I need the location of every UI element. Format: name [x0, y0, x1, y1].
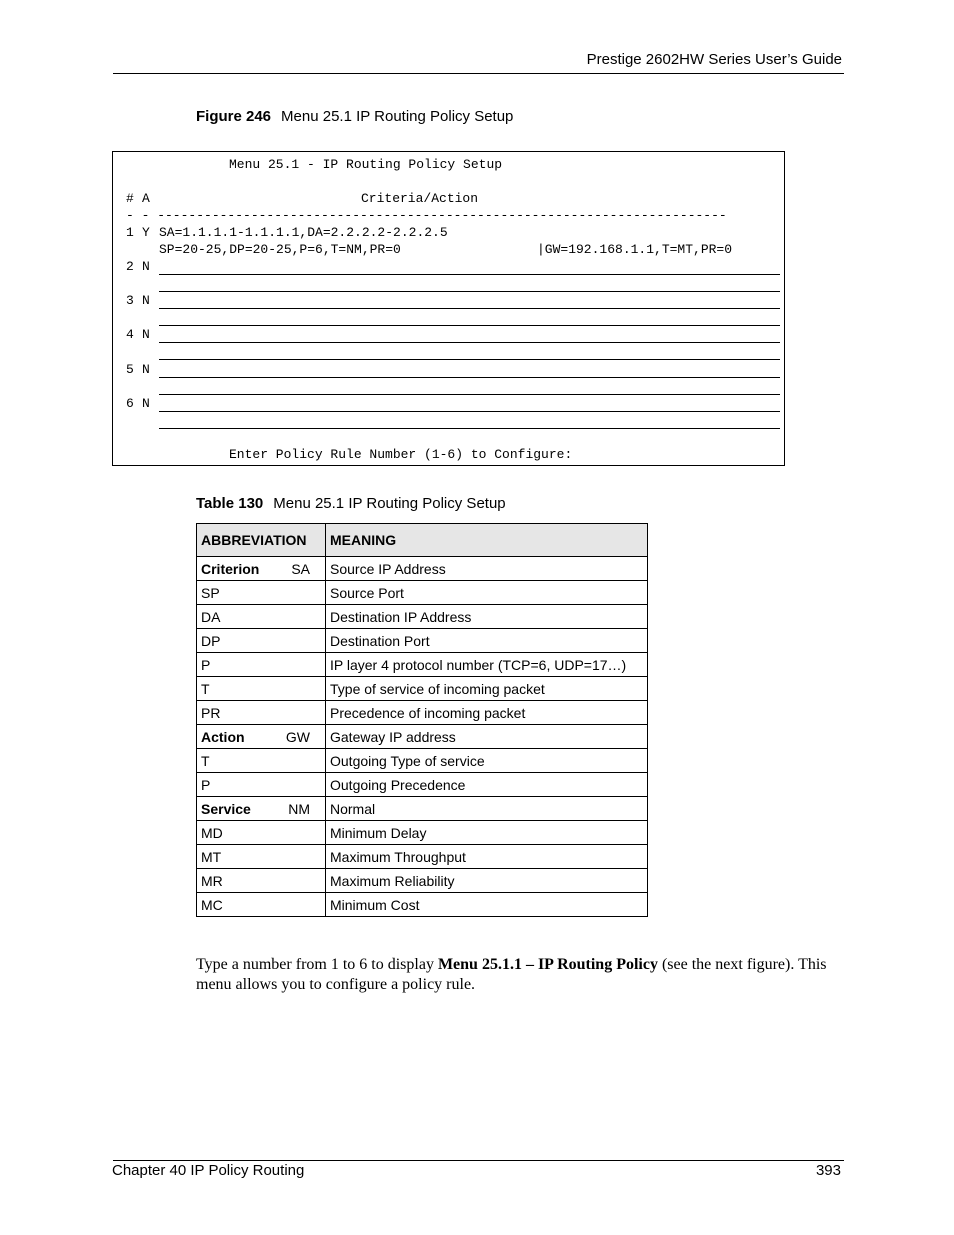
- abbreviation-table: [196, 523, 648, 917]
- header-meaning: MEANING: [326, 524, 648, 557]
- meaning: Normal: [326, 797, 648, 821]
- table-row: [197, 773, 648, 797]
- rule-active-flag: N: [142, 396, 150, 411]
- meaning: Destination Port: [326, 629, 648, 653]
- meaning: IP layer 4 protocol number (TCP=6, UDP=17…): [326, 653, 648, 677]
- rule-number: 6: [126, 396, 134, 411]
- chapter-title: Chapter 40 IP Policy Routing: [112, 1162, 305, 1179]
- terminal-title: Menu 25.1 - IP Routing Policy Setup: [229, 157, 503, 172]
- table-row: [197, 677, 648, 701]
- group-label: Criterion: [201, 560, 260, 577]
- paragraph-text: (see the next figure). This menu allows you to configure a policy rule.: [196, 956, 827, 993]
- table-row: [197, 749, 648, 773]
- abbreviation: MR: [197, 869, 326, 893]
- rule-number: 1: [126, 225, 134, 240]
- blank-rule-line: [159, 377, 780, 378]
- dash-separator: - - -------------------------------------------------------------------------: [126, 208, 727, 223]
- table-label: Table 130: [196, 495, 264, 512]
- table-caption: [196, 495, 506, 512]
- body-paragraph: [196, 955, 846, 995]
- abbreviation: MC: [197, 893, 326, 917]
- table-row: [197, 557, 648, 581]
- meaning: Maximum Throughput: [326, 845, 648, 869]
- meaning: Precedence of incoming packet: [326, 701, 648, 725]
- meaning: Type of service of incoming packet: [326, 677, 648, 701]
- table-row: [197, 821, 648, 845]
- rule-criteria-line1: SA=1.1.1.1-1.1.1.1,DA=2.2.2.2-2.2.2.5: [159, 225, 448, 240]
- abbreviation: DP: [197, 629, 326, 653]
- rule-number: 2: [126, 259, 134, 274]
- meaning: Minimum Delay: [326, 821, 648, 845]
- running-header: Prestige 2602HW Series User’s Guide: [586, 51, 842, 68]
- paragraph-text: Type a number from 1 to 6 to display: [196, 956, 438, 973]
- terminal-prompt: Enter Policy Rule Number (1-6) to Configure:: [229, 447, 573, 462]
- rule-action: |GW=192.168.1.1,T=MT,PR=0: [537, 242, 733, 257]
- abbreviation: P: [197, 773, 326, 797]
- group-label: Service: [201, 800, 251, 817]
- header-abbreviation: ABBREVIATION: [197, 524, 326, 557]
- blank-rule-line: [159, 342, 780, 343]
- col-hash: #: [126, 191, 134, 206]
- table-row: [197, 725, 648, 749]
- blank-rule-line: [159, 274, 780, 275]
- table-row: [197, 605, 648, 629]
- table-title: Menu 25.1 IP Routing Policy Setup: [273, 495, 506, 512]
- blank-rule-line: [159, 325, 780, 326]
- rule-active-flag: N: [142, 362, 150, 377]
- table-row: [197, 581, 648, 605]
- table-header-row: [197, 524, 648, 557]
- table-row: [197, 797, 648, 821]
- rule-active-flag: N: [142, 327, 150, 342]
- col-active: A: [142, 191, 150, 206]
- meaning: Gateway IP address: [326, 725, 648, 749]
- table-row: [197, 845, 648, 869]
- header-rule: [113, 73, 844, 74]
- abbreviation: T: [197, 749, 326, 773]
- group-label: Action: [201, 728, 245, 745]
- abbreviation: NM: [288, 800, 310, 817]
- table-row: [197, 701, 648, 725]
- abbreviation: SA: [291, 560, 310, 577]
- footer-rule: [113, 1160, 844, 1161]
- figure-title: Menu 25.1 IP Routing Policy Setup: [281, 108, 514, 125]
- meaning: Outgoing Precedence: [326, 773, 648, 797]
- abbreviation: T: [197, 677, 326, 701]
- page-number: 393: [815, 1162, 841, 1179]
- menu-reference: Menu 25.1.1 – IP Routing Policy: [437, 956, 658, 973]
- meaning: Source Port: [326, 581, 648, 605]
- abbreviation: SP: [197, 581, 326, 605]
- abbreviation: GW: [285, 728, 310, 745]
- rule-criteria-line2: SP=20-25,DP=20-25,P=6,T=NM,PR=0: [159, 242, 401, 257]
- col-criteria-action: Criteria/Action: [361, 191, 479, 206]
- rule-number: 4: [126, 327, 134, 342]
- abbreviation: DA: [197, 605, 326, 629]
- abbreviation: MT: [197, 845, 326, 869]
- rule-number: 3: [126, 293, 134, 308]
- meaning: Minimum Cost: [326, 893, 648, 917]
- blank-rule-line: [159, 428, 780, 429]
- rule-active-flag: N: [142, 259, 150, 274]
- table-row: [197, 869, 648, 893]
- meaning: Destination IP Address: [326, 605, 648, 629]
- rule-number: 5: [126, 362, 134, 377]
- meaning: Outgoing Type of service: [326, 749, 648, 773]
- blank-rule-line: [159, 394, 780, 395]
- blank-rule-line: [159, 359, 780, 360]
- rule-active-flag: N: [142, 293, 150, 308]
- abbreviation: MD: [197, 821, 326, 845]
- figure-caption: [196, 108, 513, 125]
- blank-rule-line: [159, 308, 780, 309]
- abbreviation: P: [197, 653, 326, 677]
- table-row: [197, 629, 648, 653]
- meaning: Source IP Address: [326, 557, 648, 581]
- table-row: [197, 653, 648, 677]
- abbreviation: PR: [197, 701, 326, 725]
- rule-active-flag: Y: [142, 225, 150, 240]
- figure-label: Figure 246: [196, 108, 272, 125]
- table-row: [197, 893, 648, 917]
- blank-rule-line: [159, 291, 780, 292]
- meaning: Maximum Reliability: [326, 869, 648, 893]
- blank-rule-line: [159, 411, 780, 412]
